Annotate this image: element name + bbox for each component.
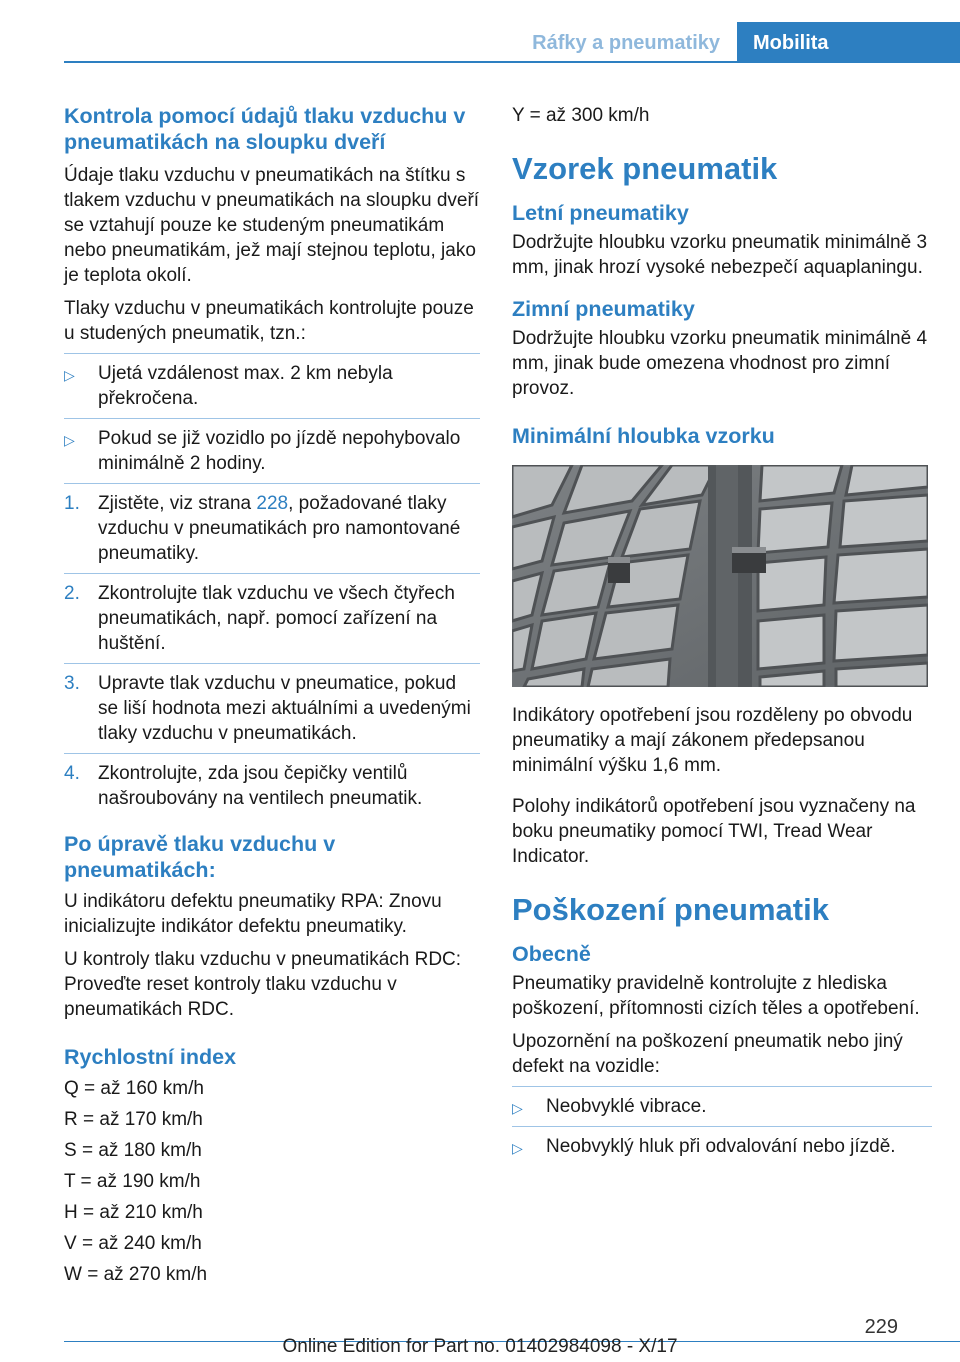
step-item	[64, 491, 480, 566]
heading-tire-damage: Poškození pneumatik	[512, 892, 829, 927]
right-column	[512, 103, 932, 1159]
speed-item: H = až 210 km/h	[64, 1202, 203, 1223]
page-link[interactable]: 228	[256, 493, 289, 514]
speed-item: R = až 170 km/h	[64, 1109, 203, 1130]
heading-summer-tires: Letní pneumatiky	[512, 201, 689, 225]
paragraph-damage-check: Pneumatiky pravidelně kontrolujte z hlediska poškození, přítomnosti cizích těles a opotřebení.	[512, 973, 920, 1019]
speed-item: V = až 240 km/h	[64, 1233, 202, 1254]
paragraph-summer: Dodržujte hloubku vzorku pneumatik minimálně 3 mm, jinak hrozí vysoké nebezpečí aquaplaningu.	[512, 232, 928, 278]
step-number: 3.	[64, 673, 80, 694]
list-separator	[64, 573, 480, 574]
triangle-right-icon: ▷	[512, 1140, 523, 1156]
speed-item: Y = až 300 km/h	[512, 105, 650, 126]
page-number: 229	[864, 1316, 898, 1338]
step-number: 1.	[64, 493, 80, 514]
heading-winter-tires: Zimní pneumatiky	[512, 297, 695, 321]
step-item	[64, 671, 480, 746]
step-text-post: , požadované tlaky vzduchu v pneumatikách pro namontované pneumatiky.	[98, 493, 461, 564]
list-item	[512, 1134, 932, 1159]
list-separator	[64, 663, 480, 664]
paragraph-indicator-positions: Polohy indikátorů opotřebení jsou vyznačeny na boku pneumatiky pomocí TWI, Tread Wear Indicator.	[512, 796, 916, 867]
paragraph-cold-tires: Údaje tlaku vzduchu v pneumatikách na štítku s tlakem vzduchu v pneumatikách na sloupku dveří se vztahují pouze ke studeným pneumatikám nebo pneumatikám, jež mají stejnou teplotu, jako je teplota okolí.	[64, 165, 480, 286]
heading-general: Obecně	[512, 942, 591, 966]
list-item-text: Neobvyklý hluk při odvalování nebo jízdě.	[546, 1136, 896, 1157]
step-number: 4.	[64, 763, 80, 784]
speed-item: S = až 180 km/h	[64, 1140, 202, 1161]
step-text-pre: Zjistěte, viz strana	[98, 493, 257, 514]
heading-after-adjust: Po úpravě tlaku vzduchu v pneumatikách:	[64, 832, 336, 882]
step-item	[64, 581, 480, 656]
step-text: Upravte tlak vzduchu v pneumatice, pokud se liší hodnota mezi aktuálními a uvedenými tlaky vzduchu v pneumatikách.	[98, 673, 471, 744]
step-item	[64, 761, 480, 811]
list-separator	[64, 418, 480, 419]
list-item-text: Pokud se již vozidlo po jízdě nepohybovalo minimálně 2 hodiny.	[98, 428, 461, 474]
speed-item: T = až 190 km/h	[64, 1171, 201, 1192]
triangle-right-icon: ▷	[512, 1100, 523, 1116]
heading-speed-index: Rychlostní index	[64, 1045, 237, 1069]
paragraph-check-cold: Tlaky vzduchu v pneumatikách kontrolujte pouze u studených pneumatik, tzn.:	[64, 298, 474, 344]
list-item-text: Neobvyklé vibrace.	[546, 1096, 707, 1117]
list-item	[64, 426, 480, 476]
paragraph-damage-warning: Upozornění na poškození pneumatik nebo jiný defekt na vozidle:	[512, 1031, 903, 1077]
list-item	[512, 1094, 932, 1119]
list-separator	[512, 1086, 932, 1087]
step-number: 2.	[64, 583, 80, 604]
header-section-title: Ráfky a pneumatiky	[532, 32, 720, 54]
header-rule	[64, 61, 960, 63]
list-separator	[512, 1126, 932, 1127]
heading-tread: Vzorek pneumatik	[512, 151, 778, 186]
list-item-text: Ujetá vzdálenost max. 2 km nebyla překročena.	[98, 363, 393, 409]
list-separator	[64, 483, 480, 484]
paragraph-indicators: Indikátory opotřebení jsou rozděleny po obvodu pneumatiky a mají zákonem předepsanou minimální výšku 1,6 mm.	[512, 705, 913, 776]
speed-item: W = až 270 km/h	[64, 1264, 208, 1285]
list-item	[64, 361, 480, 411]
speed-item: Q = až 160 km/h	[64, 1078, 204, 1099]
heading-min-tread: Minimální hloubka vzorku	[512, 424, 775, 448]
list-separator	[64, 753, 480, 754]
step-text: Zkontrolujte, zda jsou čepičky ventilů našroubovány na ventilech pneumatik.	[98, 763, 423, 809]
online-edition-note: Online Edition for Part no. 01402984098 - X/17	[282, 1336, 678, 1357]
step-text: Zkontrolujte tlak vzduchu ve všech čtyřech pneumatikách, např. pomocí zařízení na huštění.	[98, 583, 455, 654]
tread-wear-indicator-photo	[512, 465, 928, 687]
triangle-right-icon: ▷	[64, 432, 75, 448]
heading-door-pillar-check: Kontrola pomocí údajů tlaku vzduchu v pneumatikách na sloupku dveří	[64, 104, 466, 154]
list-separator	[64, 353, 480, 354]
triangle-right-icon: ▷	[64, 367, 75, 383]
header-tab-mobility[interactable]: Mobilita	[737, 22, 960, 63]
left-column	[64, 103, 480, 1287]
paragraph-winter: Dodržujte hloubku vzorku pneumatik minimálně 4 mm, jinak bude omezena vhodnost pro zimní provoz.	[512, 328, 928, 399]
paragraph-rdc: U kontroly tlaku vzduchu v pneumatikách RDC: Proveďte reset kontroly tlaku vzduchu v pneumatikách RDC.	[64, 949, 462, 1020]
paragraph-rpa: U indikátoru defektu pneumatiky RPA: Znovu inicializujte indikátor defektu pneumatiky.	[64, 891, 442, 937]
